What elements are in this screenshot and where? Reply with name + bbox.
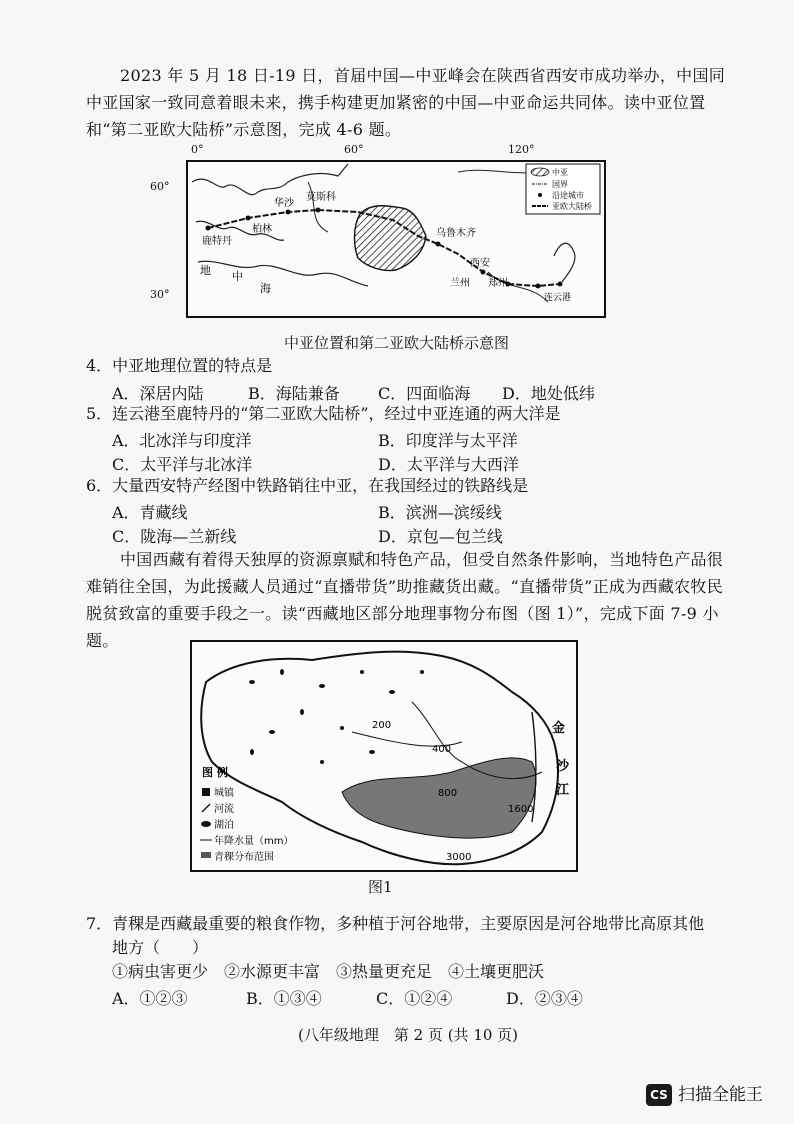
tibet-map-drawing	[192, 642, 576, 870]
q5-option-c: C．太平洋与北冰洋	[112, 455, 253, 474]
map2-isoline-1: 400	[432, 744, 452, 755]
map2-river-2: 江	[556, 783, 570, 798]
map1-sea-2: 海	[260, 282, 271, 295]
page-footer: (八年级地理 第 2 页 (共 10 页)	[298, 1026, 519, 1044]
map1-place-6: 兰州	[450, 278, 470, 289]
camscanner-name: 扫描全能王	[678, 1085, 763, 1105]
map2-legend-4: 青稞分布范围	[214, 852, 274, 863]
q6-stem: 6．大量西安特产经图中铁路销往中亚，在我国经过的铁路线是	[86, 476, 529, 495]
map1-sea-0: 地	[200, 264, 211, 277]
q7-stem-line1: 7．青稞是西藏最重要的粮食作物，多种植于河谷地带，主要原因是河谷地带比高原其他	[86, 914, 705, 933]
map1-lon-2: 120°	[508, 143, 535, 156]
camscanner-logo: CS	[646, 1084, 672, 1106]
q4-option-a: A．深居内陆	[112, 384, 204, 403]
map2-river-0: 金	[552, 721, 566, 736]
map2-isoline-0: 200	[372, 720, 392, 731]
q7-option-a: A．①②③	[112, 989, 188, 1008]
map1-place-1: 柏林	[252, 224, 272, 235]
tibet-map	[190, 640, 578, 872]
map2-caption: 图1	[368, 878, 393, 896]
map1-legend-1: 国界	[552, 180, 568, 189]
q7-option-b: B．①③④	[246, 989, 322, 1008]
central-asia-map-drawing	[188, 162, 604, 316]
intro-paragraph-central-asia: 2023 年 5 月 18 日-19 日，首届中国—中亚峰会在陕西省西安市成功举办，中国同中亚国家一致同意着眼未来，携手构建更加紧密的中国—中亚命运共同体。读中亚位置和“第二亚欧大陆桥”示意图，完成 4-6 题。	[86, 66, 726, 139]
q7-stem-line2: 地方（ ）	[112, 938, 209, 957]
map1-place-8: 连云港	[544, 293, 572, 303]
q4-option-b: B．海陆兼备	[248, 384, 340, 403]
map2-legend-3: 年降水量（mm）	[214, 836, 294, 847]
map2-isoline-2: 800	[438, 788, 458, 799]
q6-option-c: C．陇海—兰新线	[112, 527, 237, 546]
q6-option-a: A．青藏线	[112, 503, 188, 522]
q7-option-d: D．②③④	[506, 989, 583, 1008]
map1-place-3: 莫斯科	[306, 192, 336, 203]
map2-legend-0: 城镇	[214, 788, 234, 799]
map1-place-5: 西安	[470, 258, 490, 269]
map1-lat-0: 60°	[150, 180, 170, 193]
map1-place-7: 郑州	[488, 278, 508, 289]
map1-place-2: 华沙	[274, 198, 294, 209]
map2-isoline-4: 3000	[446, 852, 472, 863]
map1-place-4: 乌鲁木齐	[436, 228, 476, 239]
q5-option-d: D．太平洋与大西洋	[378, 455, 519, 474]
q5-option-b: B．印度洋与太平洋	[378, 431, 518, 450]
q5-stem: 5．连云港至鹿特丹的“第二亚欧大陆桥”，经过中亚连通的两大洋是	[86, 404, 561, 423]
q6-option-b: B．滨洲—滨绥线	[378, 503, 502, 522]
map1-place-0: 鹿特丹	[202, 236, 232, 247]
q7-option-c: C．①②④	[376, 989, 453, 1008]
map1-sea-1: 中	[232, 270, 243, 283]
map1-lon-0: 0°	[191, 143, 204, 156]
map2-legend-title: 图 例	[202, 766, 228, 779]
map1-lon-1: 60°	[344, 143, 364, 156]
map1-legend-2: 沿途城市	[552, 191, 584, 200]
map1-legend-0: 中亚	[552, 168, 568, 177]
q4-stem: 4．中亚地理位置的特点是	[86, 356, 273, 375]
central-asia-map	[186, 160, 606, 318]
q5-option-a: A．北冰洋与印度洋	[112, 431, 252, 450]
map1-caption: 中亚位置和第二亚欧大陆桥示意图	[284, 334, 510, 352]
q6-option-d: D．京包—包兰线	[378, 527, 503, 546]
map2-legend-2: 湖泊	[214, 820, 234, 831]
map1-lat-1: 30°	[150, 288, 170, 301]
q4-option-d: D．地处低纬	[502, 384, 595, 403]
intro-paragraph-tibet: 中国西藏有着得天独厚的资源禀赋和特色产品，但受自然条件影响，当地特色产品很难销往全国，为此援藏人员通过“直播带货”助推藏货出藏。“直播带货”正成为西藏农牧民脱贫致富的重要手段之一。读“西藏地区部分地理事物分布图（图 1）”，完成下面 7-9 小题。	[86, 550, 724, 650]
map2-river-1: 沙	[556, 759, 570, 774]
map2-legend-1: 河流	[214, 804, 234, 815]
map1-legend-3: 亚欧大陆桥	[552, 202, 592, 211]
map2-isoline-3: 1600	[508, 804, 534, 815]
q4-option-c: C．四面临海	[378, 384, 471, 403]
q7-items: ①病虫害更少 ②水源更丰富 ③热量更充足 ④土壤更肥沃	[112, 962, 545, 981]
